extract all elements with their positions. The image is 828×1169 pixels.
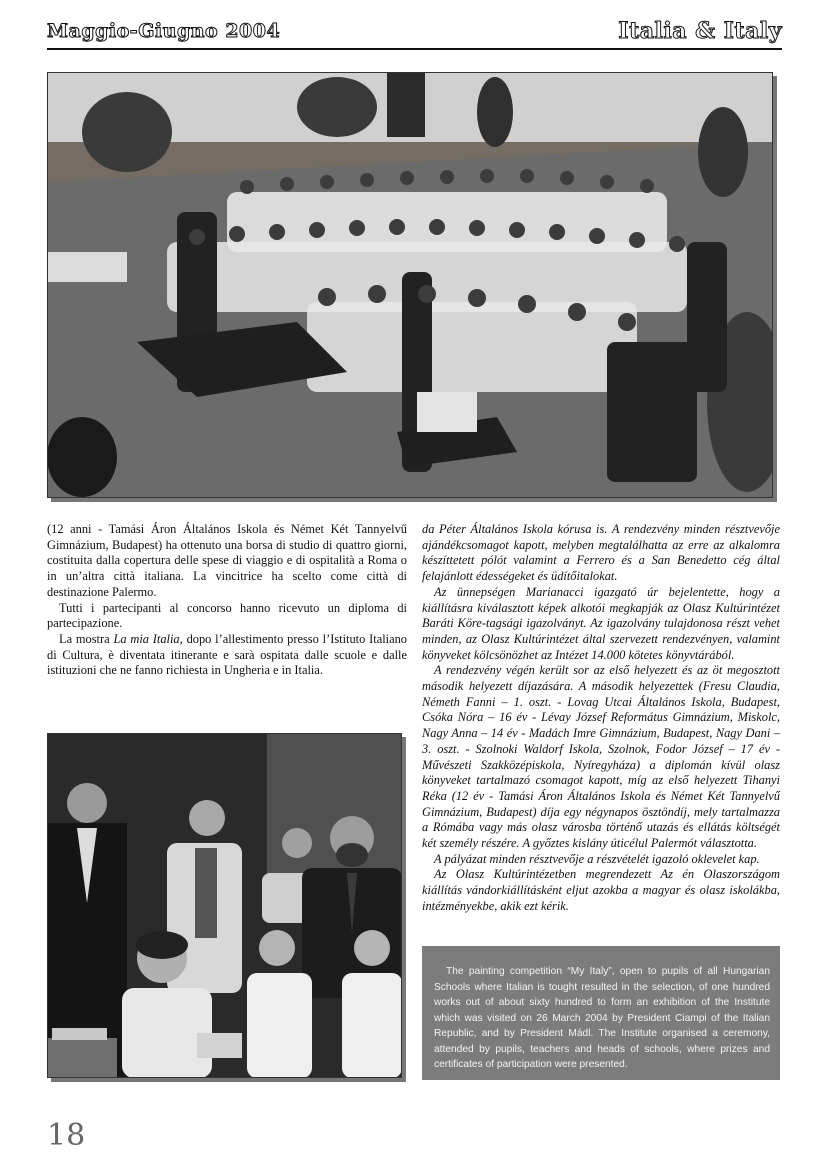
hungarian-paragraph-2: Az ünnepségen Marianacci igazgató úr bejelentette, hogy a kiállításra kiválasztott képek alkotói megkapják az Olasz Kultúrintézet Baráti Köre-tagsági igazolványt. Az igazolvány tulajdonosa részt vehet minden, az Olasz Kultúrintézet által szervezett rendezvényen, valamint könyveket kölcsönözhet az Intézet 14.000 kötetes könyvtárából. — [422, 584, 780, 662]
hungarian-paragraph-4: A pályázat minden résztvevője a részvételét igazoló oklevelet kap. — [434, 851, 760, 866]
english-summary-text: The painting competition “My Italy”, open to pupils of all Hungarian Schools where Italian is tought resulted in the selection, of one hundred works out of about sixty hundred to form an exhibition of the Institute which was visited on 26 March 2004 by President Ciampi of the Italian Republic, and by President Mádl. The Institute organised a ceremony, attended by pupils, teachers and heads of schools, where prizes and certificates of participation were presented. — [434, 966, 770, 1070]
hungarian-column — [422, 522, 780, 915]
italian-column — [47, 522, 407, 679]
italian-paragraph-3-end: dopo l’allestimento presso l’Istituto Italiano di Cultura, è diventata itinerante e sarà ospitata dalle scuole e dalle istituzioni che ne fanno richiesta in Ungheria e in Italia. — [47, 631, 407, 678]
header-rule — [47, 48, 782, 50]
italian-paragraph-1: (12 anni - Tamási Áron Általános Iskola és Német Két Tannyelvű Gimnázium, Budapest) ha ottenuto una borsa di studio di quattro giorni, costituita dalla copertura delle spese di viaggio e di ospitalità a Roma o in un’altra città italiana. La vincitrice ha scelto come città di destinazione Palermo. — [47, 522, 407, 599]
italian-paragraph-2: Tutti i partecipanti al concorso hanno ricevuto un diploma di partecipazione. — [47, 600, 407, 631]
hungarian-paragraph-1: da Péter Általános Iskola kórusa is. A rendezvény minden résztvevője ajándékcsomagot kapott, melyben megtalálhatta az erre az alkalomra készíttetett pólót valamint a Ferrero és a San Benedetto cég által felajánlott édességeket és üdítőitalokat. — [422, 522, 780, 584]
hungarian-paragraph-3: A rendezvény végén került sor az első helyezett és az öt megosztott második helyezett díjazására. A második helyezettek (Fresu Claudia, Németh Fanni – 1. oszt. - Lovag Utcai Általános Iskola, Budapest, Csóka Nóra – 16 év - Lévay József Református Gimnázium, Miskolc, Nagy Anna – 14 év - Madách Imre Gimnázium, Budapest, Nagy Dani – 3. oszt. - Szolnoki Waldorf Iskola, Szolnok, Fodor József – 17 év - Művészeti Szakközépiskola, Nyíregyháza) a diplomán kívül olasz könyveket tartalmazó csomagot kapott, míg az első helyezett Tihanyi Réka (12 év - Tamási Áron Általános Iskola és Német Két Tannyelvű Gimnázium, Budapest) díja egy négynapos ösztöndíj, mely tartalmazza a Rómába vagy más olasz városba történő utazás és ellátás költségét két személy részére. A győztes kislány úticélul Palermót választotta. — [422, 663, 780, 851]
hungarian-paragraph-5: Az Olasz Kultúrintézetben megrendezett Az én Olaszországom kiállítás vándorkiállításként eljut azokba a magyar és olasz iskolákba, intézményekbe, akik ezt kérik. — [422, 867, 780, 913]
photo-award-winners — [47, 733, 402, 1078]
italian-paragraph-3-start: La mostra — [59, 631, 114, 646]
issue-date: Maggio-Giugno 2004 — [47, 20, 281, 42]
page-number: 18 — [47, 1118, 86, 1153]
exhibition-title: La mia Italia, — [113, 631, 183, 646]
english-summary-box — [422, 946, 780, 1080]
photo-concert-choir — [47, 72, 773, 498]
italian-paragraph-3 — [47, 632, 407, 679]
magazine-title: Italia & Italy — [618, 18, 782, 44]
